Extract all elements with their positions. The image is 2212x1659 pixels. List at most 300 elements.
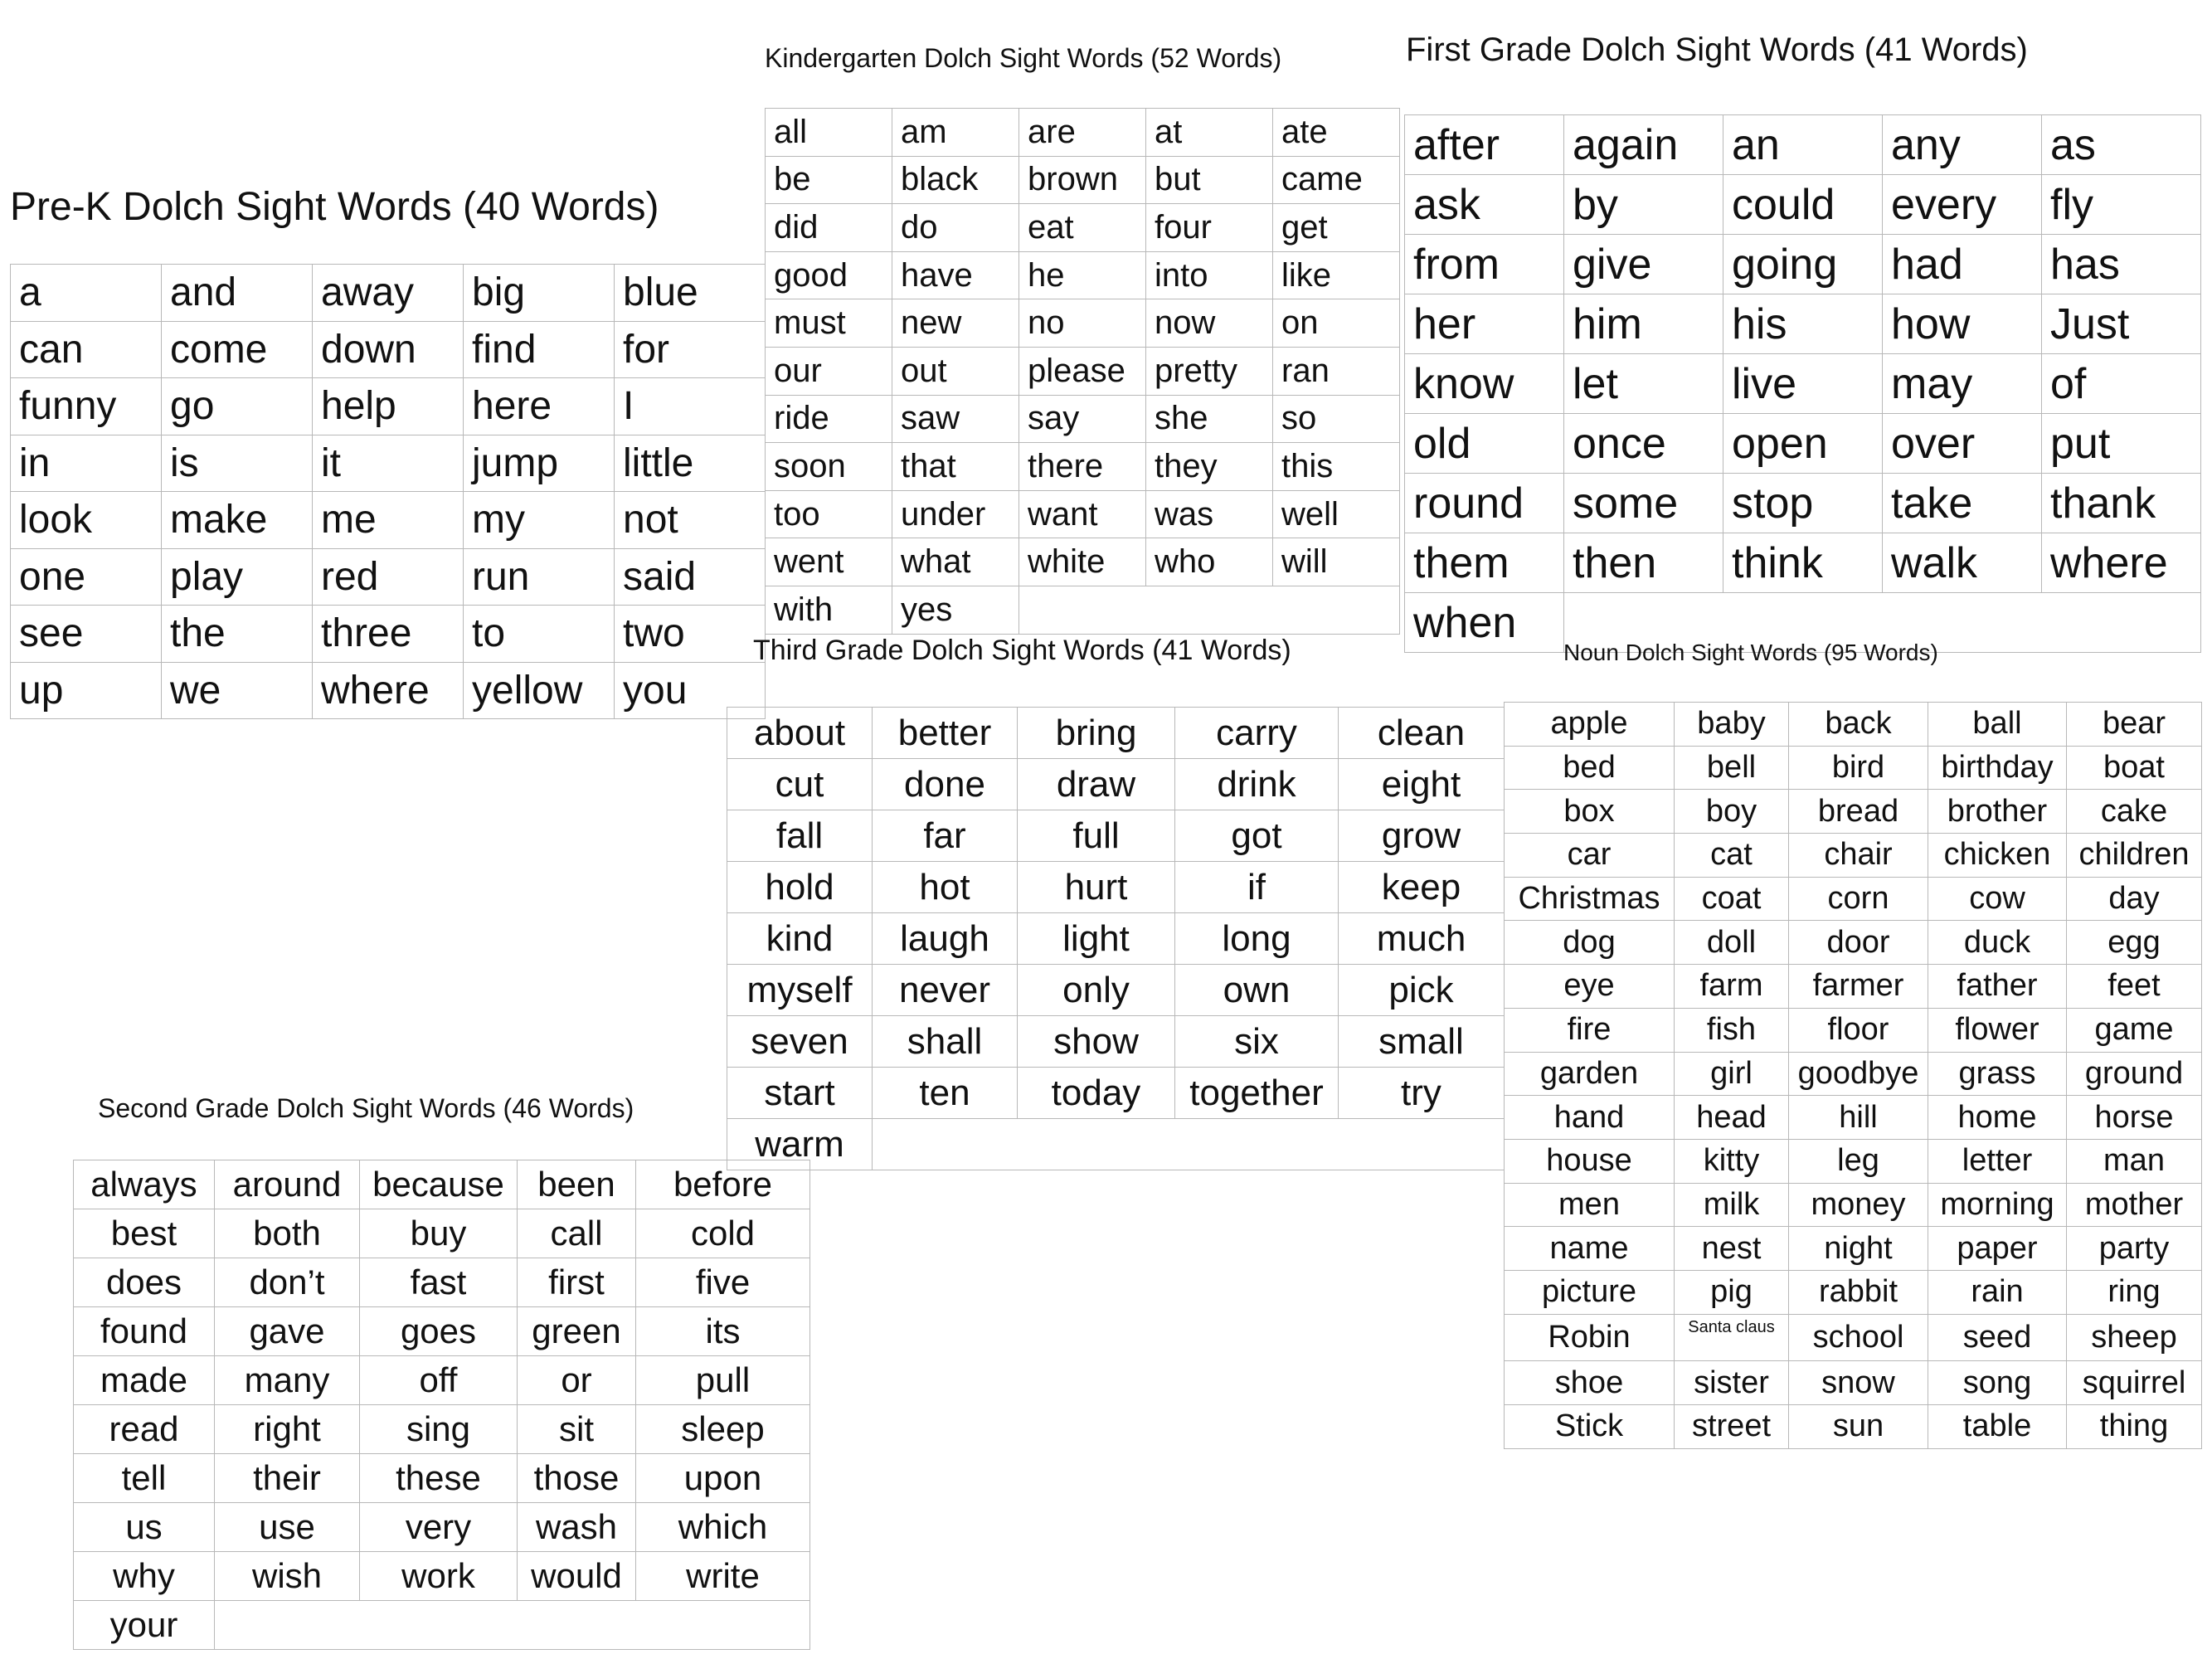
word-cell-father: father [1928,965,2067,1009]
word-cell-big: big [464,265,615,322]
word-cell-leg: leg [1789,1139,1928,1183]
word-cell-drink: drink [1175,759,1339,810]
word-cell-its: its [636,1307,810,1356]
table-row [1505,965,2202,1009]
word-cell-are: are [1019,109,1146,157]
word-cell-door: door [1789,921,1928,965]
word-cell-did: did [766,204,892,252]
word-cell-yellow: yellow [464,662,615,719]
word-cell-goes: goes [360,1307,518,1356]
word-cell-why: why [74,1552,215,1601]
word-cell-soon: soon [766,443,892,491]
word-cell-will: will [1273,538,1400,586]
word-cell-we: we [162,662,313,719]
word-cell-said: said [615,548,766,606]
word-cell-seed: seed [1928,1314,2067,1361]
table-row [1505,1183,2202,1227]
word-cell-so: so [1273,395,1400,443]
word-cell-rain: rain [1928,1270,2067,1314]
word-cell-carry: carry [1175,708,1339,759]
word-cell-grass: grass [1928,1052,2067,1096]
word-cell-yes: yes [892,586,1019,634]
word-cell-these: these [360,1454,518,1503]
word-cell-thing: thing [2067,1405,2202,1449]
word-cell-brother: brother [1928,790,2067,834]
word-cell-both: both [215,1209,360,1258]
word-cell-must: must [766,299,892,348]
table-row [11,548,766,606]
word-cell-own: own [1175,965,1339,1016]
word-cell-before: before [636,1160,810,1209]
word-cell-apple: apple [1505,703,1675,747]
word-cell-corn: corn [1789,877,1928,921]
word-cell-two: two [615,606,766,663]
table-row [1505,1314,2202,1361]
empty-cell [215,1601,810,1650]
table-row [11,606,766,663]
word-cell-eye: eye [1505,965,1675,1009]
word-cell-table: table [1928,1405,2067,1449]
word-cell-has: has [2042,235,2201,294]
word-cell-sister: sister [1675,1361,1789,1405]
word-cell-baby: baby [1675,703,1789,747]
word-cell-bell: bell [1675,746,1789,790]
word-cell-much: much [1339,913,1505,965]
word-cell-black: black [892,156,1019,204]
word-cell-well: well [1273,490,1400,538]
word-cell-better: better [873,708,1018,759]
word-cell-cake: cake [2067,790,2202,834]
word-cell-read: read [74,1405,215,1454]
kindergarten-title: Kindergarten Dolch Sight Words (52 Words) [765,43,1282,73]
word-cell-now: now [1146,299,1273,348]
word-cell-rabbit: rabbit [1789,1270,1928,1314]
word-cell-street: street [1675,1405,1789,1449]
word-cell-ran: ran [1273,347,1400,395]
word-cell-one: one [11,548,162,606]
word-cell-first: first [518,1258,636,1307]
word-cell-hurt: hurt [1018,862,1175,913]
word-cell-fall: fall [727,810,873,862]
table-row [727,1119,1505,1170]
table-row [1505,790,2202,834]
word-cell-see: see [11,606,162,663]
word-cell-not: not [615,492,766,549]
word-cell-bring: bring [1018,708,1175,759]
noun-table [1504,702,2202,1449]
word-cell-sing: sing [360,1405,518,1454]
word-cell-always: always [74,1160,215,1209]
table-row [766,251,1400,299]
word-cell-that: that [892,443,1019,491]
word-cell-live: live [1723,354,1883,414]
word-cell-seven: seven [727,1016,873,1068]
word-cell-five: five [636,1258,810,1307]
word-cell-pig: pig [1675,1270,1789,1314]
word-cell-goodbye: goodbye [1789,1052,1928,1096]
word-cell-go: go [162,378,313,435]
word-cell-doll: doll [1675,921,1789,965]
word-cell-your: your [74,1601,215,1650]
word-cell-with: with [766,586,892,634]
word-cell-me: me [313,492,464,549]
word-cell-ball: ball [1928,703,2067,747]
word-cell-robin: Robin [1505,1314,1675,1361]
word-cell-know: know [1405,354,1564,414]
word-cell-here: here [464,378,615,435]
word-cell-song: song [1928,1361,2067,1405]
word-cell-any: any [1883,115,2042,175]
table-row [1505,1008,2202,1052]
word-cell-my: my [464,492,615,549]
word-cell-four: four [1146,204,1273,252]
word-cell-have: have [892,251,1019,299]
word-cell-best: best [74,1209,215,1258]
table-row [727,810,1505,862]
table-row [766,347,1400,395]
table-row [766,395,1400,443]
word-cell-full: full [1018,810,1175,862]
table-row [1505,1405,2202,1449]
word-cell-out: out [892,347,1019,395]
word-cell-sit: sit [518,1405,636,1454]
word-cell-every: every [1883,175,2042,235]
word-cell-under: under [892,490,1019,538]
word-cell-be: be [766,156,892,204]
word-cell-red: red [313,548,464,606]
word-cell-say: say [1019,395,1146,443]
word-cell-ride: ride [766,395,892,443]
word-cell-kind: kind [727,913,873,965]
word-cell-six: six [1175,1016,1339,1068]
word-cell-done: done [873,759,1018,810]
word-cell-ground: ground [2067,1052,2202,1096]
word-cell-can: can [11,321,162,378]
word-cell-good: good [766,251,892,299]
word-cell-coat: coat [1675,877,1789,921]
word-cell-bed: bed [1505,746,1675,790]
table-row [1505,921,2202,965]
word-cell-no: no [1019,299,1146,348]
table-row [1505,1096,2202,1140]
word-cell-home: home [1928,1096,2067,1140]
word-cell-on: on [1273,299,1400,348]
table-row [1405,294,2201,354]
word-cell-from: from [1405,235,1564,294]
word-cell-their: their [215,1454,360,1503]
word-cell-shall: shall [873,1016,1018,1068]
word-cell-right: right [215,1405,360,1454]
word-cell-letter: letter [1928,1139,2067,1183]
table-row [74,1552,810,1601]
word-cell-hold: hold [727,862,873,913]
word-cell-white: white [1019,538,1146,586]
word-cell-up: up [11,662,162,719]
word-cell-about: about [727,708,873,759]
word-cell-been: been [518,1160,636,1209]
word-cell-where: where [313,662,464,719]
table-row [11,321,766,378]
table-row [1405,414,2201,474]
word-cell-ask: ask [1405,175,1564,235]
word-cell-laugh: laugh [873,913,1018,965]
first-grade-title: First Grade Dolch Sight Words (41 Words) [1406,32,2028,68]
word-cell-paper: paper [1928,1227,2067,1271]
kindergarten-table [765,108,1400,635]
word-cell-over: over [1883,414,2042,474]
second-grade-title: Second Grade Dolch Sight Words (46 Words) [98,1093,634,1123]
word-cell-ring: ring [2067,1270,2202,1314]
table-row [1405,115,2201,175]
word-cell-went: went [766,538,892,586]
word-cell-grow: grow [1339,810,1505,862]
table-row [727,965,1505,1016]
word-cell-feet: feet [2067,965,2202,1009]
word-cell-or: or [518,1356,636,1405]
word-cell-for: for [615,321,766,378]
word-cell-girl: girl [1675,1052,1789,1096]
word-cell-got: got [1175,810,1339,862]
table-row [727,913,1505,965]
word-cell-cat: cat [1675,834,1789,878]
word-cell-game: game [2067,1008,2202,1052]
word-cell-off: off [360,1356,518,1405]
word-cell-made: made [74,1356,215,1405]
word-cell-like: like [1273,251,1400,299]
word-cell-once: once [1564,414,1723,474]
table-row [766,538,1400,586]
word-cell-hot: hot [873,862,1018,913]
table-row [766,156,1400,204]
table-row [766,299,1400,348]
table-row [1405,175,2201,235]
noun-title: Noun Dolch Sight Words (95 Words) [1563,640,1938,665]
word-cell-i: I [615,378,766,435]
word-cell-think: think [1723,533,1883,593]
word-cell-around: around [215,1160,360,1209]
word-cell-hand: hand [1505,1096,1675,1140]
word-cell-bird: bird [1789,746,1928,790]
word-cell-duck: duck [1928,921,2067,965]
table-row [1505,1139,2202,1183]
table-row [11,492,766,549]
word-cell-put: put [2042,414,2201,474]
word-cell-because: because [360,1160,518,1209]
table-row [74,1405,810,1454]
word-cell-into: into [1146,251,1273,299]
word-cell-may: may [1883,354,2042,414]
table-row [74,1160,810,1209]
word-cell-am: am [892,109,1019,157]
word-cell-all: all [766,109,892,157]
word-cell-too: too [766,490,892,538]
word-cell-find: find [464,321,615,378]
word-cell-please: please [1019,347,1146,395]
word-cell-little: little [615,435,766,492]
table-row [1505,1361,2202,1405]
word-cell-santa-claus: Santa claus [1675,1314,1789,1361]
table-row [727,1016,1505,1068]
word-cell-morning: morning [1928,1183,2067,1227]
word-cell-cow: cow [1928,877,2067,921]
table-row [11,662,766,719]
word-cell-bear: bear [2067,703,2202,747]
table-row [1505,746,2202,790]
third-grade-title: Third Grade Dolch Sight Words (41 Words) [753,635,1291,666]
word-cell-play: play [162,548,313,606]
word-cell-myself: myself [727,965,873,1016]
word-cell-very: very [360,1503,518,1552]
word-cell-let: let [1564,354,1723,414]
word-cell-write: write [636,1552,810,1601]
table-row [766,586,1400,634]
word-cell-and: and [162,265,313,322]
word-cell-never: never [873,965,1018,1016]
word-cell-new: new [892,299,1019,348]
word-cell-just: Just [2042,294,2201,354]
word-cell-by: by [1564,175,1723,235]
table-row [1405,354,2201,414]
word-cell-he: he [1019,251,1146,299]
word-cell-they: they [1146,443,1273,491]
word-cell-blue: blue [615,265,766,322]
word-cell-funny: funny [11,378,162,435]
table-row [1505,703,2202,747]
word-cell-who: who [1146,538,1273,586]
word-cell-night: night [1789,1227,1928,1271]
word-cell-walk: walk [1883,533,2042,593]
word-cell-them: them [1405,533,1564,593]
word-cell-of: of [2042,354,2201,414]
word-cell-draw: draw [1018,759,1175,810]
empty-cell [1019,586,1400,634]
first-grade-table [1404,114,2201,653]
word-cell-squirrel: squirrel [2067,1361,2202,1405]
third-grade-table [727,707,1505,1170]
word-cell-an: an [1723,115,1883,175]
table-row [1405,235,2201,294]
table-row [11,265,766,322]
word-cell-give: give [1564,235,1723,294]
word-cell-long: long [1175,913,1339,965]
word-cell-had: had [1883,235,2042,294]
word-cell-at: at [1146,109,1273,157]
table-row [766,490,1400,538]
word-cell-old: old [1405,414,1564,474]
table-row [74,1307,810,1356]
word-cell-wash: wash [518,1503,636,1552]
word-cell-thank: thank [2042,474,2201,533]
word-cell-mother: mother [2067,1183,2202,1227]
table-row [1505,834,2202,878]
word-cell-boat: boat [2067,746,2202,790]
word-cell-in: in [11,435,162,492]
word-cell-do: do [892,204,1019,252]
word-cell-boy: boy [1675,790,1789,834]
word-cell-garden: garden [1505,1052,1675,1096]
word-cell-it: it [313,435,464,492]
word-cell-chicken: chicken [1928,834,2067,878]
word-cell-brown: brown [1019,156,1146,204]
word-cell-chair: chair [1789,834,1928,878]
word-cell-eat: eat [1019,204,1146,252]
table-row [1505,1270,2202,1314]
word-cell-look: look [11,492,162,549]
word-cell-call: call [518,1209,636,1258]
word-cell-don-t: don’t [215,1258,360,1307]
table-row [1505,1052,2202,1096]
word-cell-ten: ten [873,1068,1018,1119]
table-row [1505,1227,2202,1271]
word-cell-which: which [636,1503,810,1552]
word-cell-picture: picture [1505,1270,1675,1314]
word-cell-there: there [1019,443,1146,491]
word-cell-to: to [464,606,615,663]
word-cell-make: make [162,492,313,549]
word-cell-pretty: pretty [1146,347,1273,395]
word-cell-again: again [1564,115,1723,175]
word-cell-came: came [1273,156,1400,204]
word-cell-is: is [162,435,313,492]
word-cell-what: what [892,538,1019,586]
word-cell-her: her [1405,294,1564,354]
table-row [74,1601,810,1650]
word-cell-fast: fast [360,1258,518,1307]
word-cell-cut: cut [727,759,873,810]
table-row [1505,877,2202,921]
word-cell-snow: snow [1789,1361,1928,1405]
word-cell-three: three [313,606,464,663]
word-cell-the: the [162,606,313,663]
table-row [74,1503,810,1552]
word-cell-work: work [360,1552,518,1601]
word-cell-gave: gave [215,1307,360,1356]
word-cell-bread: bread [1789,790,1928,834]
word-cell-kitty: kitty [1675,1139,1789,1183]
word-cell-then: then [1564,533,1723,593]
word-cell-buy: buy [360,1209,518,1258]
word-cell-many: many [215,1356,360,1405]
word-cell-going: going [1723,235,1883,294]
word-cell-floor: floor [1789,1008,1928,1052]
word-cell-men: men [1505,1183,1675,1227]
empty-cell [873,1119,1505,1170]
second-grade-table [73,1160,810,1650]
word-cell-run: run [464,548,615,606]
table-row [74,1258,810,1307]
word-cell-down: down [313,321,464,378]
word-cell-sun: sun [1789,1405,1928,1449]
word-cell-head: head [1675,1096,1789,1140]
word-cell-after: after [1405,115,1564,175]
word-cell-round: round [1405,474,1564,533]
word-cell-money: money [1789,1183,1928,1227]
word-cell-day: day [2067,877,2202,921]
word-cell-christmas: Christmas [1505,877,1675,921]
word-cell-school: school [1789,1314,1928,1361]
word-cell-found: found [74,1307,215,1356]
word-cell-us: us [74,1503,215,1552]
word-cell-eight: eight [1339,759,1505,810]
word-cell-where: where [2042,533,2201,593]
word-cell-birthday: birthday [1928,746,2067,790]
table-row [766,204,1400,252]
word-cell-does: does [74,1258,215,1307]
word-cell-fish: fish [1675,1008,1789,1052]
table-row [766,109,1400,157]
word-cell-stop: stop [1723,474,1883,533]
word-cell-his: his [1723,294,1883,354]
